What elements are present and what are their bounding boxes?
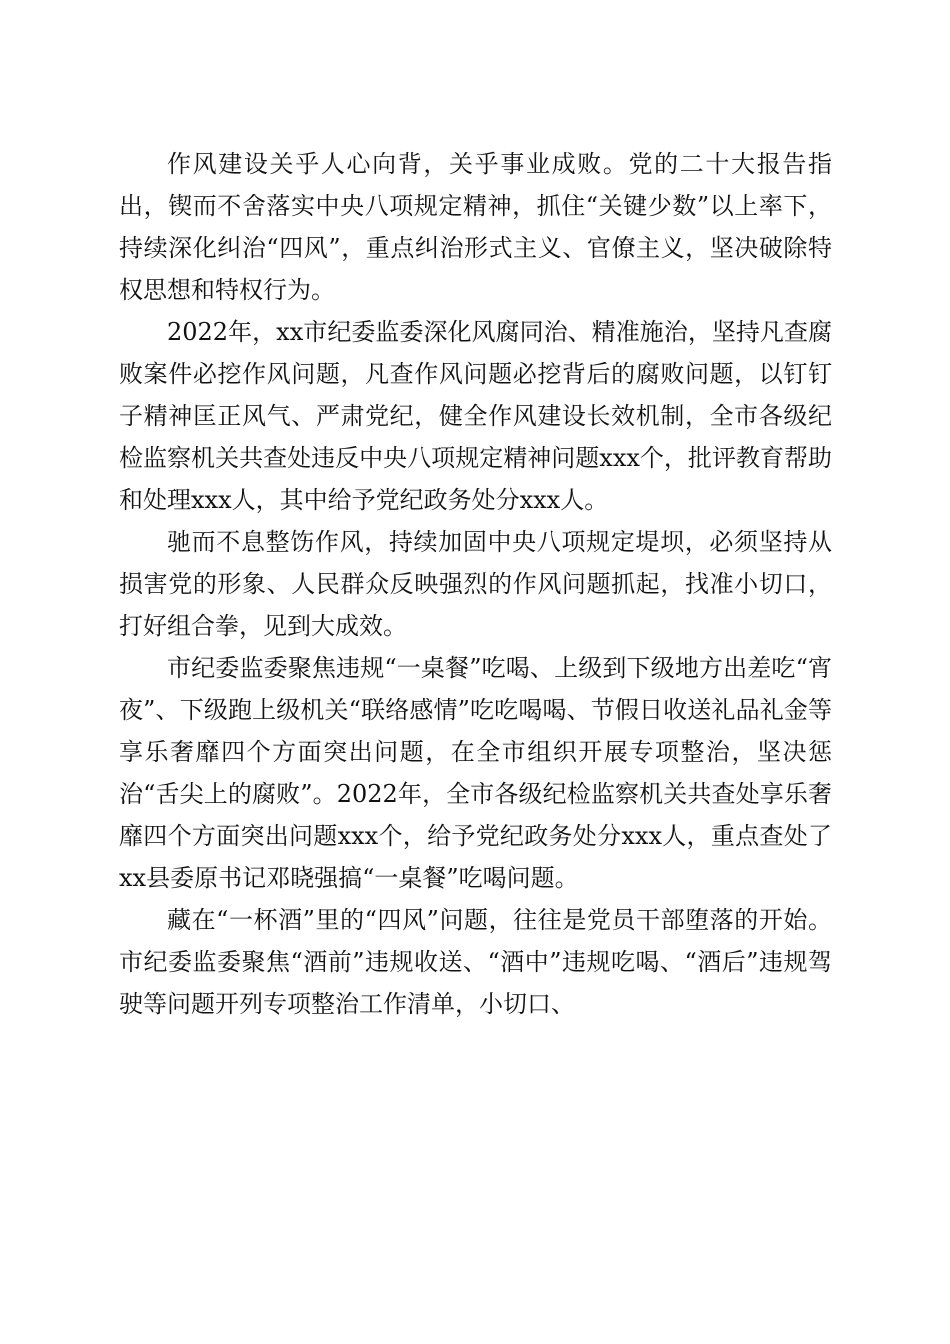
document-body bbox=[119, 143, 832, 1025]
paragraph-1: 作风建设关乎人心向背，关乎事业成败。党的二十大报告指出，锲而不舍落实中央八项规定精神，抓住“关键少数”以上率下，持续深化纠治“四风”，重点纠治形式主义、官僚主义，坚决破除特权思想和特权行为。 bbox=[119, 150, 832, 304]
paragraph-4: 市纪委监委聚焦违规“一桌餐”吃喝、上级到下级地方出差吃“宵夜”、下级跑上级机关“联络感情”吃吃喝喝、节假日收送礼品礼金等享乐奢靡四个方面突出问题，在全市组织开展专项整治，坚决惩治“舌尖上的腐败”。2022年，全市各级纪检监察机关共查处享乐奢靡四个方面突出问题xxx个，给予党纪政务处分xxx人，重点查处了xx县委原书记邓晓强搞“一桌餐”吃喝问题。 bbox=[119, 654, 832, 892]
paragraph-2: 2022年，xx市纪委监委深化风腐同治、精准施治，坚持凡查腐败案件必挖作风问题，凡查作风问题必挖背后的腐败问题，以钉钉子精神匡正风气、严肃党纪，健全作风建设长效机制，全市各级纪检监察机关共查处违反中央八项规定精神问题xxx个，批评教育帮助和处理xxx人，其中给予党纪政务处分xxx人。 bbox=[119, 318, 832, 514]
paragraph-3: 驰而不息整饬作风，持续加固中央八项规定堤坝，必须坚持从损害党的形象、人民群众反映强烈的作风问题抓起，找准小切口，打好组合拳，见到大成效。 bbox=[119, 528, 832, 640]
paragraph-5: 藏在“一杯酒”里的“四风”问题，往往是党员干部堕落的开始。市纪委监委聚焦“酒前”违规收送、“酒中”违规吃喝、“酒后”违规驾驶等问题开列专项整治工作清单，小切口、 bbox=[119, 906, 832, 1018]
